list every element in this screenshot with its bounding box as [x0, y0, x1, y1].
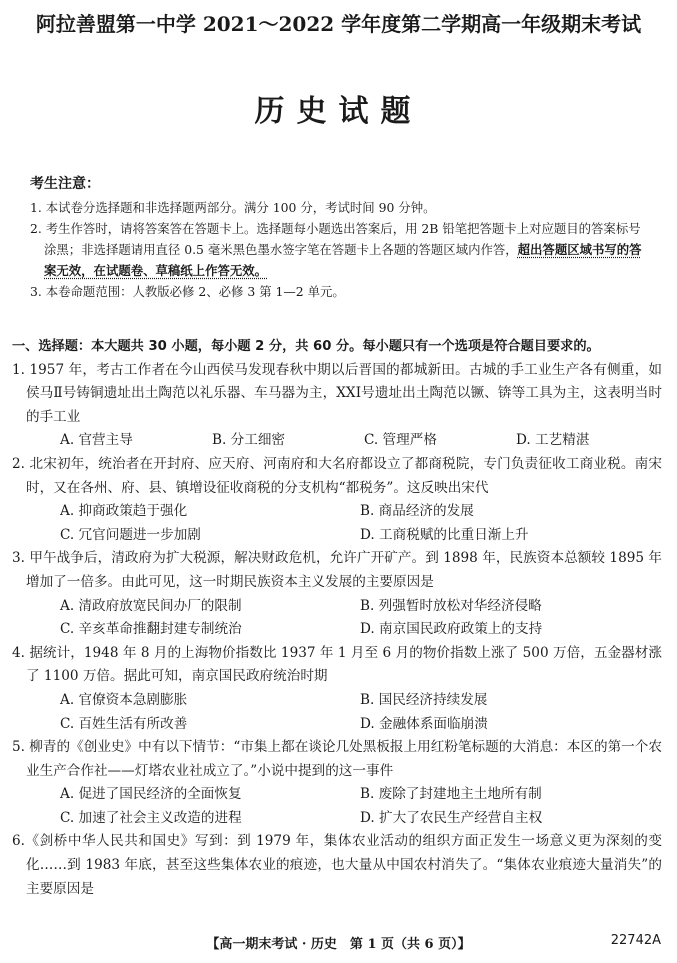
question-5 — [12, 736, 662, 830]
question-stem: 6.《剑桥中华人民共和国史》写到：到 1979 年，集体农业活动的组织方面正发生一场意义更为深刻的变化……到 1983 年底，甚至这些集体农业的痕迹，也大量从中国农村消失了。“集体农业痕迹大量消失”的主要原因是 — [12, 833, 662, 897]
option-a: A. 促进了国民经济的全面恢复 — [60, 786, 242, 803]
option-a: A. 抑商政策趋于强化 — [60, 503, 188, 520]
question-section — [12, 335, 662, 901]
notice-block — [30, 174, 652, 302]
notice-item-1: 1. 本试卷分选择题和非选择题两部分。满分 100 分，考试时间 90 分钟。 — [30, 200, 436, 215]
question-stem: 1. 1957 年，考古工作者在今山西侯马发现春秋中期以后晋国的都城新田。古城的手工业生产各有侧重，如侯马Ⅱ号铸铜遗址出土陶范以礼乐器、车马器为主，XXⅠ号遗址出土陶范以镢、锛等工具为主，这表明当时的手工业 — [12, 361, 662, 425]
option-d: D. 扩大了农民生产经营自主权 — [360, 809, 543, 826]
option-d: D. 工商税赋的比重日渐上升 — [360, 526, 529, 543]
option-b: B. 商品经济的发展 — [360, 503, 474, 520]
notice-heading: 考生注意： — [30, 176, 100, 192]
option-a: A. 官僚资本急剧膨胀 — [60, 691, 188, 708]
option-b: B. 分工细密 — [212, 432, 286, 449]
option-d: D. 南京国民政府政策上的支持 — [360, 621, 543, 638]
option-c: C. 辛亥革命推翻封建专制统治 — [60, 621, 242, 638]
option-list — [12, 595, 662, 642]
subject-title: 历史试题 — [254, 94, 423, 129]
notice-item-2-text: 2. 考生作答时，请将答案答在答题卡上。选择题每小题选出答案后，用 2B 铅笔把答题卡上对应题目的答案标号涂黑；非选择题请用直径 0.5 毫米黑色墨水签字笔在答题卡上各题的答题区域内作答， — [30, 221, 641, 257]
option-c: C. 百姓生活有所改善 — [60, 715, 188, 732]
option-d: D. 工艺精湛 — [516, 432, 590, 449]
question-2 — [12, 453, 662, 547]
option-list — [12, 783, 662, 830]
option-a: A. 官营主导 — [60, 432, 133, 449]
notice-item-2 — [30, 218, 652, 281]
question-stem: 5. 柳青的《创业史》中有以下情节：“市集上都在谈论几处黑板报上用红粉笔标题的大消息：本区的第一个农业生产合作社——灯塔农业社成立了。”小说中提到的这一事件 — [12, 739, 662, 779]
option-c: C. 管理严格 — [364, 432, 437, 449]
notice-item-2-emphasis: 超出答题区域书写的答案无效，在试题卷、草稿纸上作答无效。 — [44, 242, 642, 278]
option-b: B. 废除了封建地主土地所有制 — [360, 786, 542, 803]
question-stem: 2. 北宋初年，统治者在开封府、应天府、河南府和大名府都设立了都商税院，专门负责征收工商业税。南宋时，又在各州、府、县、镇增设征收商税的分支机构“都税务”。这反映出宋代 — [12, 455, 662, 496]
option-list — [12, 429, 662, 453]
option-c: C. 加速了社会主义改造的进程 — [60, 809, 242, 826]
option-a: A. 清政府放宽民间办厂的限制 — [60, 597, 242, 614]
notice-item-3: 3. 本卷命题范围：人教版必修 2、必修 3 第 1—2 单元。 — [30, 284, 345, 299]
option-d: D. 金融体系面临崩溃 — [360, 715, 488, 732]
option-list — [12, 500, 662, 547]
footer-code: 22742A — [610, 933, 661, 948]
question-3 — [12, 547, 662, 641]
section-heading: 一、选择题：本大题共 30 小题，每小题 2 分，共 60 分。每小题只有一个选项是符合题目要求的。 — [12, 339, 600, 354]
option-list — [12, 689, 662, 736]
option-c: C. 冗官问题进一步加剧 — [60, 526, 201, 543]
question-1 — [12, 359, 662, 453]
question-stem: 4. 据统计，1948 年 8 月的上海物价指数比 1937 年 1 月至 6 月的物价指数上涨了 500 万倍，五金器材涨了 1100 万倍。据此可知，南京国民政府统治时期 — [12, 644, 662, 685]
option-b: B. 列强暂时放松对华经济侵略 — [360, 597, 542, 614]
footer-page-info: 【高一期末考试 · 历史 第 1 页（共 6 页）】 — [206, 937, 471, 952]
exam-title: 阿拉善盟第一中学 2021～2022 学年度第二学期高一年级期末考试 — [35, 12, 642, 36]
question-4 — [12, 642, 662, 736]
option-b: B. 国民经济持续发展 — [360, 691, 488, 708]
question-6 — [12, 830, 662, 901]
question-stem: 3. 甲午战争后，清政府为扩大税源，解决财政危机，允许广开矿产。到 1898 年，民族资本总额较 1895 年增加了一倍多。由此可见，这一时期民族资本主义发展的主要原因是 — [12, 550, 662, 590]
